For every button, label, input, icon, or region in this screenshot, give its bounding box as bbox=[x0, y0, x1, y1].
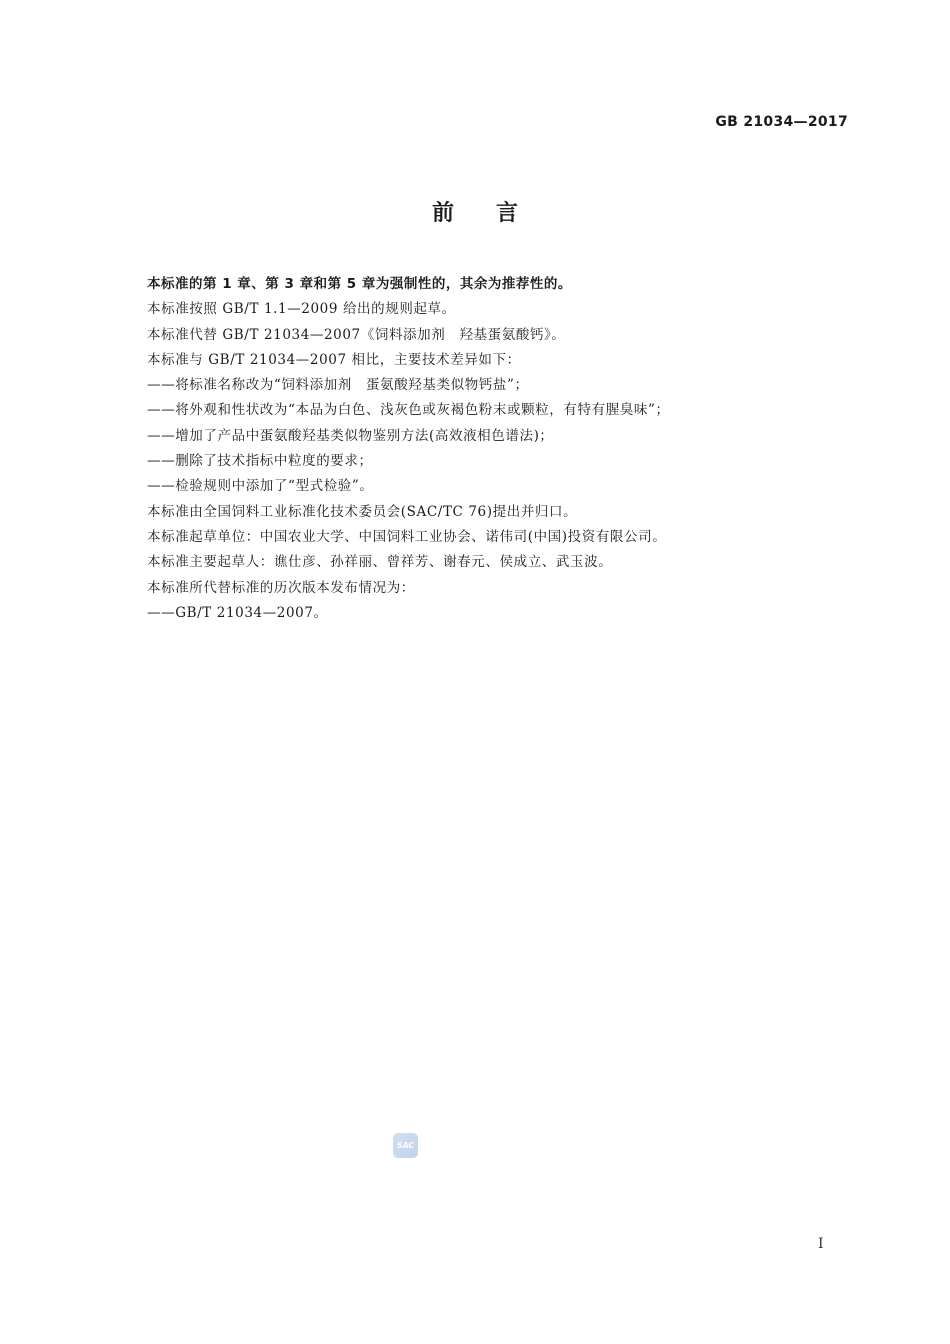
page-title: 前言 bbox=[431, 201, 560, 226]
paragraph-drafters: 本标准主要起草人：谯仕彦、孙祥丽、曾祥芳、谢春元、侯成立、武玉波。 bbox=[147, 554, 613, 571]
list-item: ——删除了技术指标中粒度的要求； bbox=[147, 453, 373, 470]
sac-logo-watermark bbox=[393, 1133, 418, 1158]
paragraph-differences-intro: 本标准与 GB/T 21034—2007 相比，主要技术差异如下： bbox=[147, 351, 521, 368]
list-item: ——检验规则中添加了“型式检验”。 bbox=[147, 478, 374, 495]
sac-logo-text: SAC bbox=[396, 1141, 415, 1150]
list-item: ——GB/T 21034—2007。 bbox=[147, 604, 328, 621]
paragraph-mandatory-clauses: 本标准的第 1 章、第 3 章和第 5 章为强制性的，其余为推荐性的。 bbox=[147, 276, 572, 292]
paragraph-proposer: 本标准由全国饲料工业标准化技术委员会(SAC/TC 76)提出并归口。 bbox=[147, 503, 578, 520]
list-item: ——将外观和性状改为“本品为白色、浅灰色或灰褐色粉末或颗粒，有特有腥臭味”； bbox=[147, 402, 670, 419]
paragraph-drafting-units: 本标准起草单位：中国农业大学、中国饲料工业协会、诺伟司(中国)投资有限公司。 bbox=[147, 528, 667, 545]
paragraph-previous-editions: 本标准所代替标准的历次版本发布情况为： bbox=[147, 579, 415, 596]
foreword-body bbox=[147, 272, 867, 626]
paragraph-drafting-rules: 本标准按照 GB/T 1.1—2009 给出的规则起草。 bbox=[147, 301, 456, 318]
list-item: ——增加了产品中蛋氨酸羟基类似物鉴别方法(高效液相色谱法)； bbox=[147, 427, 554, 444]
list-item: ——将标准名称改为“饲料添加剂 蛋氨酸羟基类似物钙盐”； bbox=[147, 377, 529, 394]
page-number: I bbox=[818, 1236, 824, 1252]
standard-code: GB 21034—2017 bbox=[715, 114, 848, 130]
paragraph-replaces: 本标准代替 GB/T 21034—2007《饲料添加剂 羟基蛋氨酸钙》。 bbox=[147, 326, 566, 343]
